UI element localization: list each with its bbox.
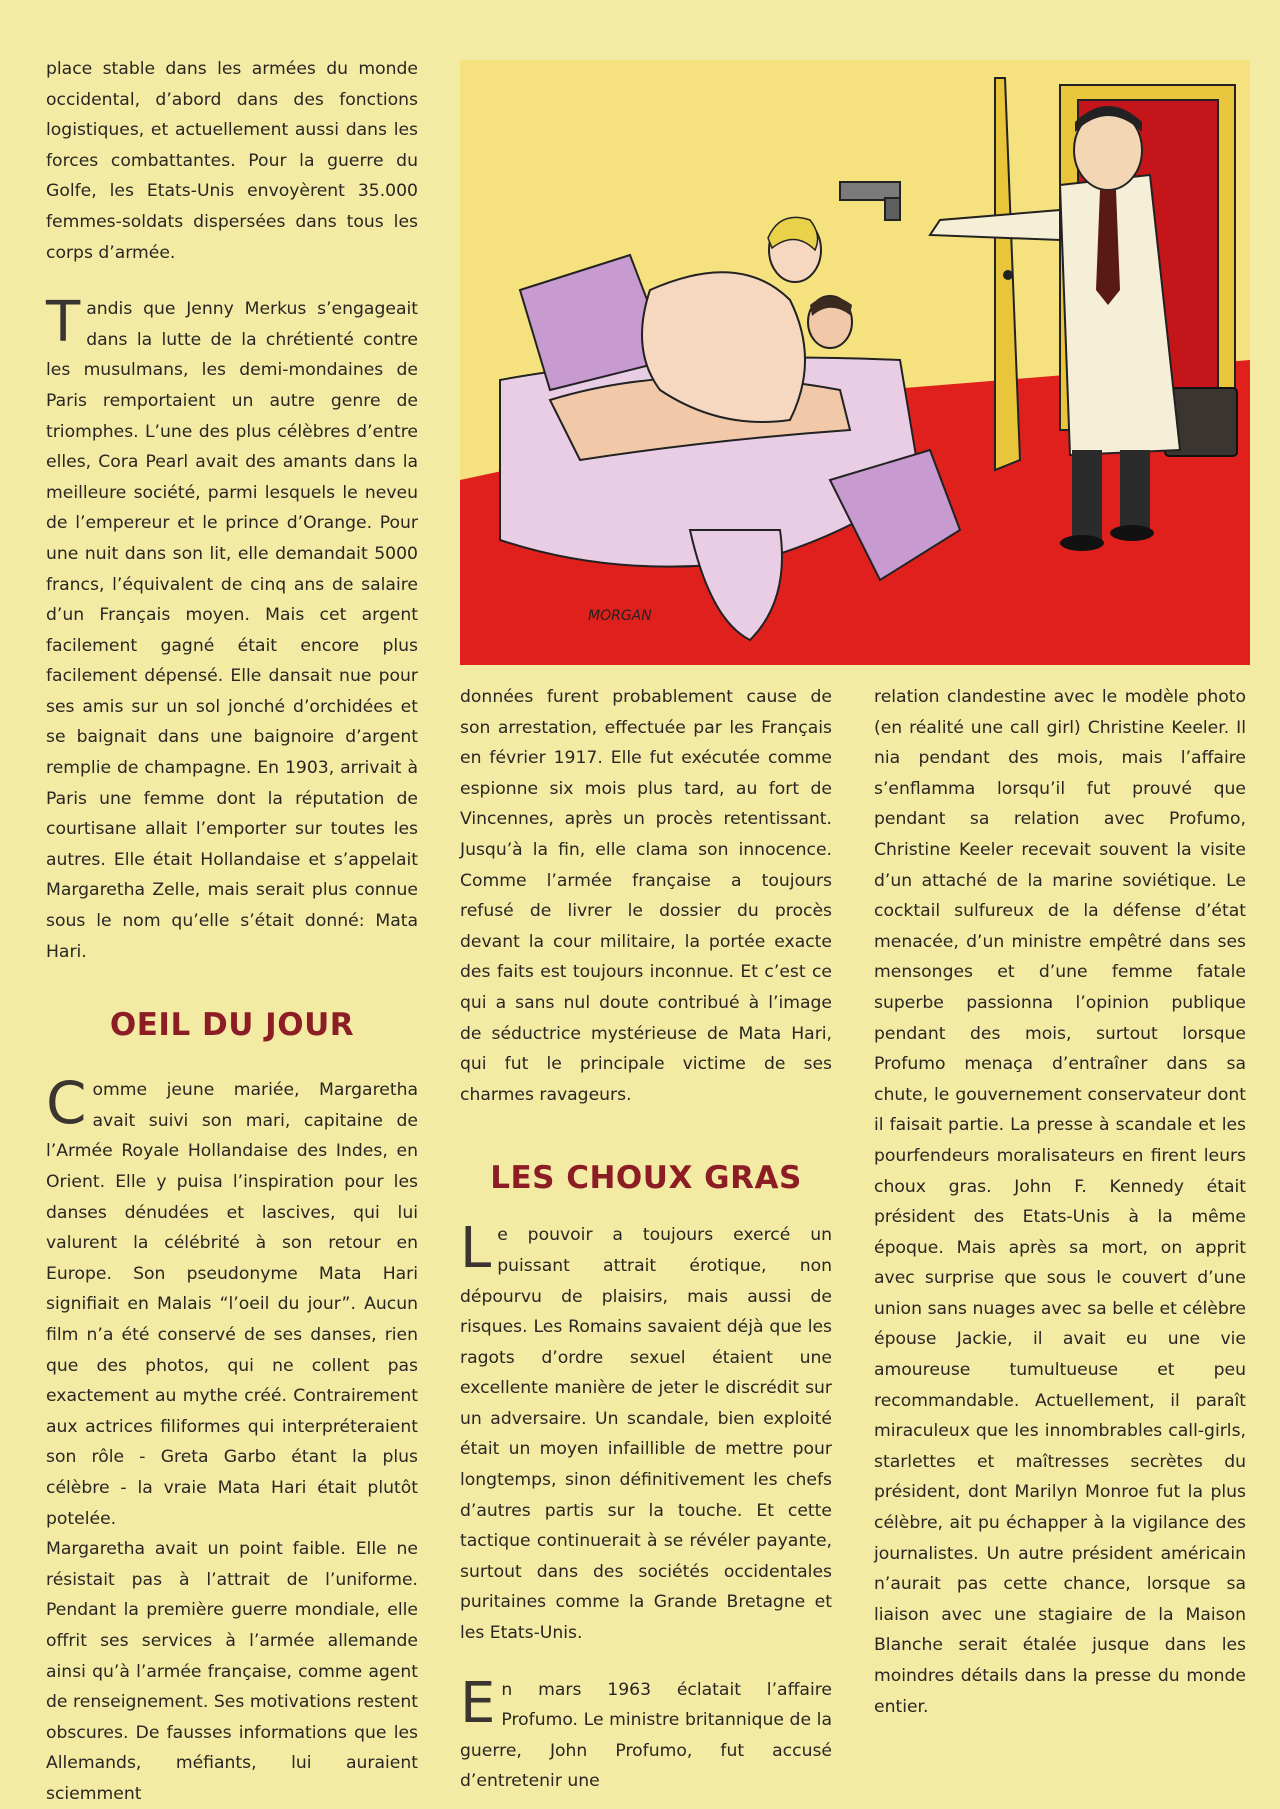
drop-cap: C — [46, 1069, 87, 1138]
cartoon-svg — [460, 60, 1250, 665]
paragraph-arrest: données furent probablement cause de son arrestation, effectuée par les Français en février 1917. Elle fut exécutée comme espionne six mois plus tard, au fort de Vincennes, après un procès retentissant. Jusqu’à la fin, elle clama son innocence. Comme l’armée française a toujours refusé de livrer le dossier du procès devant la cour militaire, la portée exacte des faits est toujours inconnue. Et c’est ce qui a sans nul doute contribué à l’image de séductrice mystérieuse de Mata Hari, qui fut le principale victime de ses charmes ravageurs. — [460, 687, 832, 1105]
paragraph-cora-pearl — [46, 290, 418, 967]
paragraph-keeler-kennedy: relation clandestine avec le modèle photo (en réalité une call girl) Christine Keeler. Il nia pendant des mois, mais l’affaire s’enflamma lorsqu’il fut prouvé que pendant sa relation avec Profumo, Christine Keeler recevait souvent la visite d’un attaché de la marine soviétique. Le cocktail sulfureux de la défense d’état menacée, d’un ministre empêtré dans ses mensonges et d’une femme fatale superbe passionna l’opinion publique pendant des mois, surtout lorsque Profumo menaça d’entraîner dans sa chute, le gouvernement conservateur dont il faisait partie. La presse à scandale et les pourfendeurs moralisateurs en firent leurs choux gras. John F. Kennedy était président des Etats-Unis à la même époque. Mais après sa mort, on apprit avec surprise que sous le couvert d’une union sans nuages avec sa belle et célèbre épouse Jackie, il avait eu une vie amoureuse tumultueuse et peu recommandable. Actuellement, il paraît miraculeux que les innombrables call-girls, starlettes et maîtresses secrètes du président, dont Marilyn Monroe fut la plus célèbre, ait pu échapper à la vigilance des journalistes. Un autre président américain n’aurait pas cette chance, lorsque sa liaison avec une stagiaire de la Maison Blanche serait étalée jusque dans les moindres détails dans la presse du monde entier. — [874, 687, 1246, 1717]
drop-cap: L — [460, 1216, 492, 1282]
paragraph-profumo — [460, 1670, 832, 1797]
column-2 — [460, 682, 832, 1797]
cartoon-illustration — [460, 60, 1250, 665]
column-1 — [46, 54, 418, 1809]
paragraph-text: n mars 1963 éclatait l’affaire Profumo. Le ministre britannique de la guerre, John Profumo, fut accusé d’entretenir une — [460, 1679, 832, 1792]
paragraph-pouvoir — [460, 1216, 832, 1648]
section-heading-les-choux-gras: LES CHOUX GRAS — [490, 1160, 802, 1197]
artist-signature: MORGAN — [588, 608, 652, 624]
drop-cap: T — [46, 290, 81, 356]
section-heading-oeil-du-jour: OEIL DU JOUR — [109, 1007, 355, 1044]
paragraph-text: andis que Jenny Merkus s’engageait dans la lutte de la chrétienté contre les musulmans, les demi-mondaines de Paris remportaient un autre genre de triomphes. L’une des plus célèbres d’entre elles, Cora Pearl avait des amants dans la meilleure société, parmi lesquels le neveu de l’empereur et le prince d’Orange. Pour une nuit dans son lit, elle demandait 5000 francs, l’équivalent de cinq ans de salaire d’un Français moyen. Mais cet argent facilement gagné était encore plus facilement dépensé. Elle dansait nue pour ses amis sur un sol jonché d’orchidées et se baignait dans une baignoire d’argent remplie de champagne. En 1903, arrivait à Paris une femme dont la réputation de courtisane allait l’emporter sur toutes les autres. Elle était Hollandaise et s’appelait Margaretha Zelle, mais serait plus connue sous le nom qu’elle s’était donné: Mata Hari. — [46, 299, 418, 962]
column-3 — [874, 682, 1246, 1722]
paragraph-uniform: Margaretha avait un point faible. Elle ne résistait pas à l’attrait de l’uniforme. Pendant la première guerre mondiale, elle offrit ses services à l’armée allemande ainsi qu’à l’armée française, comme agent de renseignement. Ses motivations restent obscures. De fausses informations que les Allemands, méfiants, lui auraient sciemment — [46, 1539, 418, 1804]
paragraph-intro: place stable dans les armées du monde occidental, d’abord dans des fonctions logistiques, et actuellement aussi dans les forces combattantes. Pour la guerre du Golfe, les Etats-Unis envoyèrent 35.000 femmes-soldats dispersées dans tous les corps d’armée. — [46, 59, 418, 263]
paragraph-text: e pouvoir a toujours exercé un puissant attrait érotique, non dépourvu de plaisirs, mais aussi de risques. Les Romains savaient déjà que les ragots d’ordre sexuel étaient une excellente manière de jeter le discrédit sur un adversaire. Un scandale, bien exploité était un moyen infaillible de mettre pour longtemps, sinon définitivement les chefs d’autres partis sur la touche. Et cette tactique continuerait à se révéler payante, surtout dans des sociétés occidentales puritaines comme la Grande Bretagne et les Etats-Unis. — [460, 1225, 832, 1644]
door-handle — [1003, 270, 1013, 280]
paragraph-margaretha — [46, 1069, 418, 1534]
paragraph-text: omme jeune mariée, Margaretha avait suivi son mari, capitaine de l’Armée Royale Hollandaise des Indes, en Orient. Elle y puisa l’inspiration pour les danses dénudées et lascives, qui lui valurent la célébrité à son retour en Europe. Son pseudonyme Mata Hari signifiait en Malais “l’oeil du jour”. Aucun film n’a été conservé de ses danses, rien que des photos, qui ne collent pas exactement au mythe créé. Contrairement aux actrices filiformes qui interpréteraient son rôle - Greta Garbo étant la plus célèbre - la vraie Mata Hari était plutôt potelée. — [46, 1080, 418, 1529]
drop-cap: E — [460, 1670, 496, 1736]
